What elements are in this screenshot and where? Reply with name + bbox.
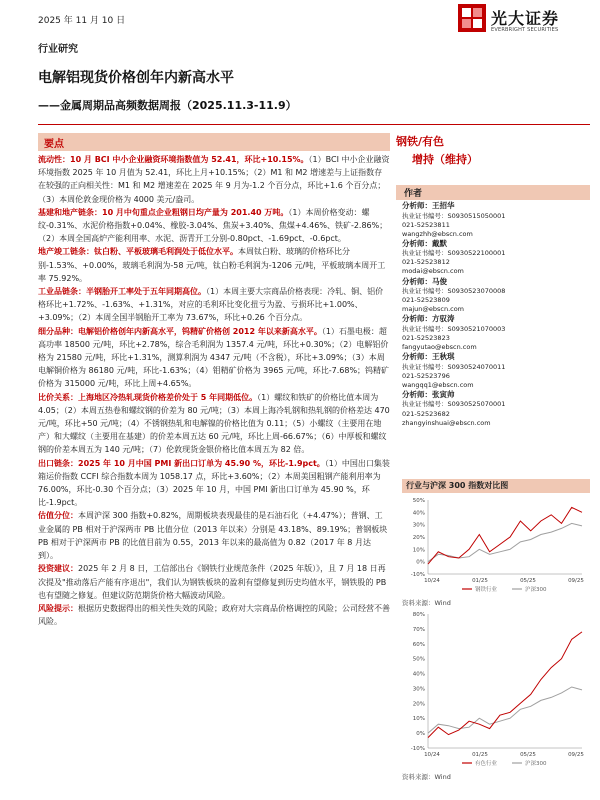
paragraph-body: （1）螺纹和铁矿的价格比值本周为 4.05；（2）本周五热卷和螺纹钢的价差为 80 元/吨；（3）本周上海冷轧钢和热轧钢的价格差达 470 元/吨，环比+50 元/吨；（4）不锈钢热轧和电解镍的价格比值为 0.11；（5）小螺纹（主要用在地产）和大螺纹（主要用在基建）的价差本周五达 60 元/吨，环比上周-66.67%；（6）中厚板和螺纹钢的价差本周五为 140 元/吨；（7）伦敦现货金银价格比值本周五为 82 倍。 (38, 392, 390, 455)
y-tick-label: 50% (412, 656, 425, 663)
paragraph-body: （1）本周主要大宗商品价格表现：冷轧、铜、铝价格环比+1.72%、-1.63%、+1.31%，对应的毛利环比变化扭亏为盈、亏损环比+1.00%、+3.09%；（2）本周全国半钢胎开工率为 73.67%，环比+0.26 个百分点。 (38, 287, 384, 323)
author-name: 分析师：马俊 (402, 276, 447, 286)
paragraph-body: （1）中国出口集装箱运价指数 CCFI 综合指数本周为 1058.17 点，环比+3.60%；（2）本周美国粗钢产能利用率为 76.00%，环比-0.30 个百分点；（3）2025 年 10 月，中国 PMI 新出口订单为 45.90 %，环比-1.9pct。 (38, 458, 390, 508)
paragraph-lead: 投资建议： (38, 564, 78, 574)
paragraph-lead: 风险提示： (38, 603, 78, 613)
paragraph-liquidity (38, 153, 390, 206)
series-line (428, 632, 582, 738)
author-name: 分析师：方驭涛 (402, 314, 455, 324)
paragraph-infrastructure (38, 206, 390, 246)
author-phone: 021-52523823 (402, 333, 450, 342)
authors-header-label: 作者 (404, 189, 423, 199)
author-email[interactable]: modai@ebscn.com (402, 267, 464, 276)
brand-logo (458, 4, 590, 40)
author-cert: 执业证书编号：S0930523070008 (402, 287, 506, 296)
author-email[interactable]: wangzhh@ebscn.com (402, 229, 473, 238)
paragraph-risk (38, 602, 390, 628)
y-tick-label: -10% (410, 746, 425, 752)
y-tick-label: 10% (412, 716, 425, 723)
report-title: 电解铝现货价格创年内新高水平 (38, 70, 234, 86)
series-line (428, 523, 582, 561)
report-date: 2025 年 11 月 10 日 (38, 16, 126, 26)
paragraph-body: 根据历史数据得出的相关性失效的风险；政府对大宗商品价格调控的风险；公司经营不善风险。 (38, 603, 390, 627)
x-tick-label: 01/25 (472, 752, 488, 758)
paragraph-lead: 细分品种：电解铝价格创年内新高水平，钨精矿价格创 2012 年以来新高水平。 (38, 326, 322, 336)
paragraph-valuation (38, 509, 390, 562)
author-entry (402, 201, 590, 239)
x-tick-label: 09/25 (568, 578, 584, 584)
author-entry (402, 390, 590, 428)
x-tick-label: 10/24 (424, 578, 440, 584)
key-points-label: 要点 (44, 139, 64, 150)
report-subtitle: ——金属周期品高频数据周报（2025.11.3-11.9） (38, 99, 297, 112)
author-name: 分析师：戴默 (402, 238, 447, 248)
key-points-body (38, 153, 390, 628)
report-type: 行业研究 (38, 44, 78, 55)
author-phone: 021-52523809 (402, 296, 450, 305)
legend-label: 有色行业 (475, 761, 498, 767)
author-entry (402, 352, 590, 390)
author-entry (402, 277, 590, 315)
logo-text-en: EVERBRIGHT SECURITIES (491, 27, 559, 33)
paragraph-completion (38, 245, 390, 285)
chart-source: 资料来源：Wind (402, 773, 451, 781)
paragraph-lead: 比价关系：上海地区冷热轧现货价格差价处于 5 年同期低位。 (38, 392, 258, 402)
y-tick-label: 40% (412, 510, 425, 517)
legend-label: 沪深300 (525, 761, 547, 767)
rating-value: 增持（维持） (412, 153, 478, 166)
author-cert: 执业证书编号：S0930521070003 (402, 324, 506, 333)
series-line (428, 507, 582, 564)
paragraph-lead: 基建和地产链条：10 月中旬重点企业粗钢日均产量为 201.40 万吨。 (38, 207, 289, 217)
paragraph-varieties (38, 325, 390, 391)
chart-source: 资料来源：Wind (402, 599, 451, 607)
header-divider (38, 124, 590, 125)
x-tick-label: 05/25 (520, 752, 536, 758)
author-phone: 021-52523682 (402, 409, 450, 418)
industry-label: 钢铁/有色 (396, 135, 445, 148)
paragraph-body: （1）石墨电极：超高功率 18500 元/吨，环比+2.78%，综合毛利润为 1357.4 元/吨，环比+0.30%；（2）电解铝价格为 21580 元/吨，环比+1.31%，测算利润为 4347 元/吨（不含税），环比+3.09%；（3）本周电解铜价格为 86180 元/吨，环比-1.63%；（4）钼精矿价格为 3965 元/吨，环比-7.68%；钨精矿价格为 315000 元/吨，环比上周+4.65%。 (38, 326, 390, 389)
logo-text-cn: 光大证券 (491, 9, 560, 28)
y-tick-label: 0% (416, 559, 425, 566)
author-cert: 执业证书编号：S0930525070001 (402, 400, 506, 409)
legend-label: 沪深300 (525, 587, 547, 593)
y-tick-label: 30% (412, 686, 425, 693)
author-cert: 执业证书编号：S0930515050001 (402, 211, 506, 220)
author-email[interactable]: zhangyinshuai@ebscn.com (402, 418, 491, 427)
y-tick-label: 20% (412, 701, 425, 708)
legend-label: 钢铁行业 (475, 587, 498, 593)
chart-header (402, 479, 590, 493)
paragraph-body: 本周沪深 300 指数+0.82%，周期板块表现最佳的是石油石化（+4.47%）；普钢、工业金属的 PB 相对于沪深两市 PB 比值分位（2013 年以来）分别是 43.18%、89.19%；普钢板块 PB 相对于沪深两市 PB 的比值目前为 0.55，2013 年以来的最高值为 0.82（2017 年 8 月达到）。 (38, 511, 388, 561)
author-phone: 021-52523796 (402, 371, 450, 380)
paragraph-export (38, 457, 390, 510)
paragraph-price-ratio (38, 391, 390, 457)
y-tick-label: 70% (412, 626, 425, 633)
paragraph-body: （1）本周价格变动：螺纹-0.31%、水泥价格指数+0.04%、橡胶-3.04%、焦炭+3.40%、焦煤+4.46%、铁矿-2.86%；（2）本周全国高炉产能利用率、水泥、沥青开工分别-0.80pct、-1.69pct、-0.6pct。 (38, 207, 388, 244)
authors-list (402, 201, 590, 428)
paragraph-industrial (38, 285, 390, 325)
paragraph-body: （1）BCI 中小企业融资环境指数 2025 年 10 月值为 52.41，环比上月+10.15%；（2）M1 和 M2 增速差与上证指数存在较强的正向相关性：M1 和 M2 增速差在 2025 年 9 月为-1.2 个百分点，环比+1.6 个百分点；（3）本周伦敦金现价格为 4000 美元/盎司。 (38, 155, 390, 204)
paragraph-lead: 估值分位： (38, 511, 78, 521)
authors-header (396, 185, 590, 200)
author-name: 分析师：王招华 (402, 201, 455, 210)
paragraph-lead: 地产竣工链条：钛白粉、平板玻璃毛利润处于低位水平。 (38, 247, 238, 257)
paragraph-lead: 出口链条：2025 年 10 月中国 PMI 新出口订单为 45.90 %，环比-1.9pct。 (38, 458, 325, 468)
key-points-header (38, 133, 390, 151)
series-line (428, 687, 582, 733)
paragraph-body: 2025 年 2 月 8 日，工信部出台《钢铁行业规范条件（2025 年版）》，且 7 月 18 日再次提及"推动落后产能有序退出"，我们认为钢铁板块的盈利有望修复到历史均值水平，钢铁股的 PB 也有望随之修复。但建议防范期货价格大幅波动风险。 (38, 564, 387, 600)
x-tick-label: 10/24 (424, 752, 440, 758)
author-phone: 021-52523811 (402, 220, 450, 229)
paragraph-body: 本周钛白粉、玻璃的价格环比分别-1.53%、+0.00%，玻璃毛利润为-58 元/吨，钛白粉毛利润为-1206 元/吨，平板玻璃本周开工率 75.92%。 (38, 247, 386, 283)
paragraph-lead: 工业品链条：半钢胎开工率处于五年同期高位。 (38, 287, 206, 297)
author-email[interactable]: fangyutao@ebscn.com (402, 343, 477, 352)
y-tick-label: 30% (412, 522, 425, 529)
chart-header-label: 行业与沪深 300 指数对比图 (406, 481, 509, 490)
nonferrous-vs-hs300-chart (402, 610, 590, 770)
author-name: 分析师：张寅帅 (402, 389, 455, 399)
y-tick-label: 60% (412, 641, 425, 648)
steel-vs-hs300-chart (402, 496, 590, 596)
y-tick-label: 20% (412, 535, 425, 541)
x-tick-label: 01/25 (472, 578, 488, 584)
paragraph-lead: 流动性：10 月 BCI 中小企业融资环境指数值为 52.41，环比+10.15%。 (38, 155, 309, 164)
x-tick-label: 05/25 (520, 578, 536, 584)
y-tick-label: 40% (412, 671, 425, 678)
y-tick-label: 80% (412, 612, 425, 618)
author-cert: 执业证书编号：S0930522100001 (402, 249, 506, 258)
author-entry (402, 239, 590, 277)
paragraph-investment (38, 562, 390, 602)
rating-block (396, 133, 590, 167)
y-tick-label: 10% (412, 547, 425, 554)
x-tick-label: 09/25 (568, 752, 584, 758)
author-email[interactable]: wangqq1@ebscn.com (402, 380, 474, 389)
y-tick-label: 0% (416, 731, 425, 738)
author-entry (402, 314, 590, 352)
author-name: 分析师：王秋琪 (402, 352, 455, 362)
y-tick-label: 50% (412, 498, 425, 504)
author-cert: 执业证书编号：S0930524070011 (402, 362, 506, 371)
logo-mark-icon (458, 4, 486, 32)
author-email[interactable]: majun@ebscn.com (402, 305, 465, 314)
author-phone: 021-52523812 (402, 258, 450, 267)
y-tick-label: -10% (410, 572, 425, 578)
